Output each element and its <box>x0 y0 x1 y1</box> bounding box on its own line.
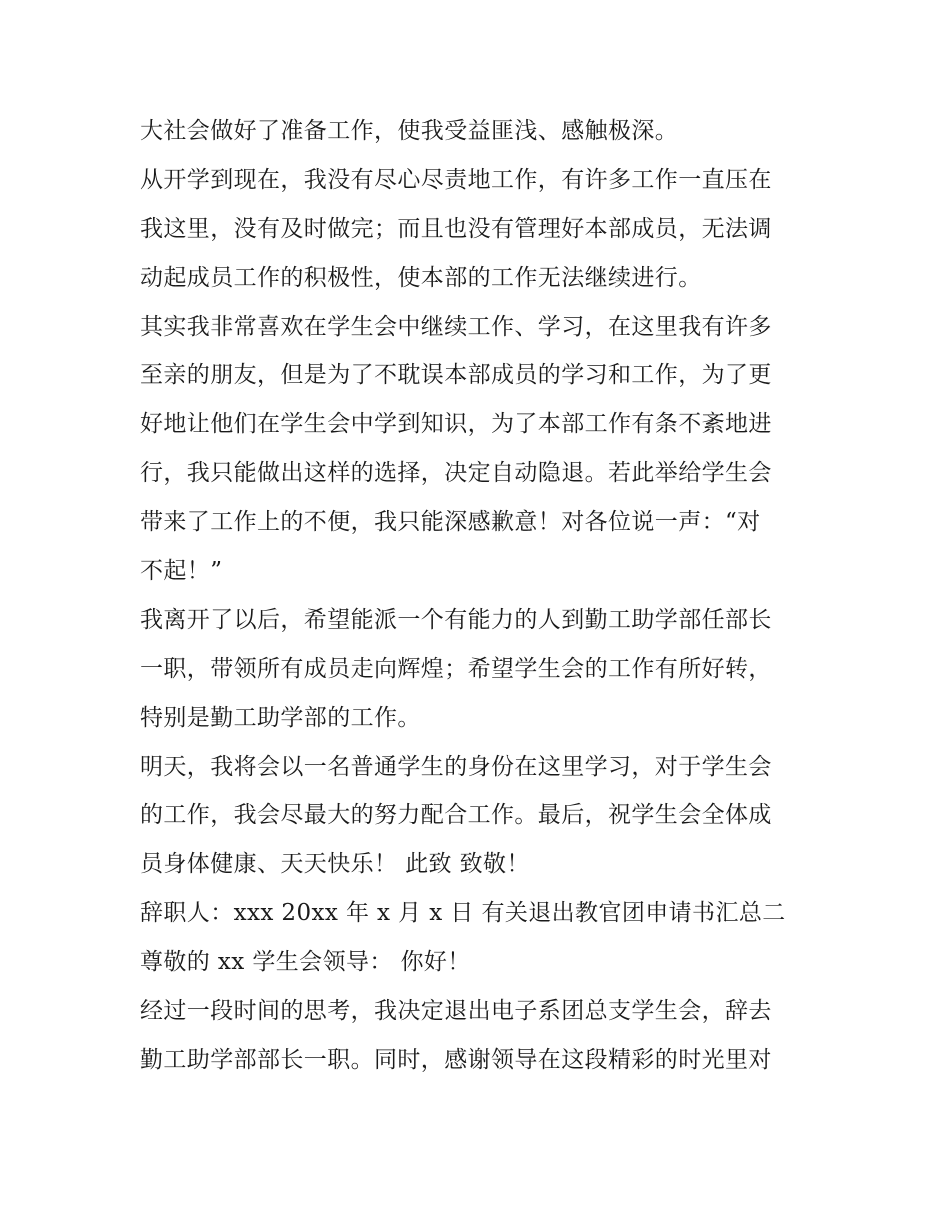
text-line: 从开学到现在，我没有尽心尽责地工作，有许多工作一直压在 <box>140 166 772 193</box>
text-line: 大社会做好了准备工作，使我受益匪浅、感触极深。 <box>140 118 679 144</box>
text-line: 辞职人：xxx 20xx 年 x 月 x 日 有关退出教官团申请书汇总二 <box>140 900 786 927</box>
text-line: 勤工助学部部长一职。同时，感谢领导在这段精彩的时光里对 <box>140 1046 772 1073</box>
text-line: 其实我非常喜欢在学生会中继续工作、学习，在这里我有许多 <box>140 313 772 340</box>
text-line: 行，我只能做出这样的选择，决定自动隐退。若此举给学生会 <box>140 460 772 487</box>
text-line: 特别是勤工助学部的工作。 <box>140 704 421 731</box>
text-line: 动起成员工作的积极性，使本部的工作无法继续进行。 <box>140 264 702 291</box>
text-line: 尊敬的 xx 学生会领导： 你好！ <box>140 949 471 976</box>
text-line: 员身体健康、天天快乐！ 此致 致敬！ <box>140 851 530 878</box>
text-line: 至亲的朋友，但是为了不耽误本部成员的学习和工作，为了更 <box>140 362 772 389</box>
text-line: 经过一段时间的思考，我决定退出电子系团总支学生会，辞去 <box>140 998 772 1025</box>
text-line: 一职，带领所有成员走向辉煌；希望学生会的工作有所好转， <box>140 655 772 682</box>
text-line: 明天，我将会以一名普通学生的身份在这里学习，对于学生会 <box>140 753 772 780</box>
text-line: 的工作，我会尽最大的努力配合工作。最后，祝学生会全体成 <box>140 802 772 829</box>
document-body <box>140 107 820 1085</box>
text-line: 带来了工作上的不便，我只能深感歉意！对各位说一声：“对 <box>140 509 761 536</box>
text-line: 我离开了以后，希望能派一个有能力的人到勤工助学部任部长 <box>140 606 772 633</box>
text-line: 好地让他们在学生会中学到知识，为了本部工作有条不紊地进 <box>140 411 772 438</box>
text-line: 我这里，没有及时做完；而且也没有管理好本部成员，无法调 <box>140 215 772 242</box>
text-line: 不起！” <box>140 558 223 585</box>
